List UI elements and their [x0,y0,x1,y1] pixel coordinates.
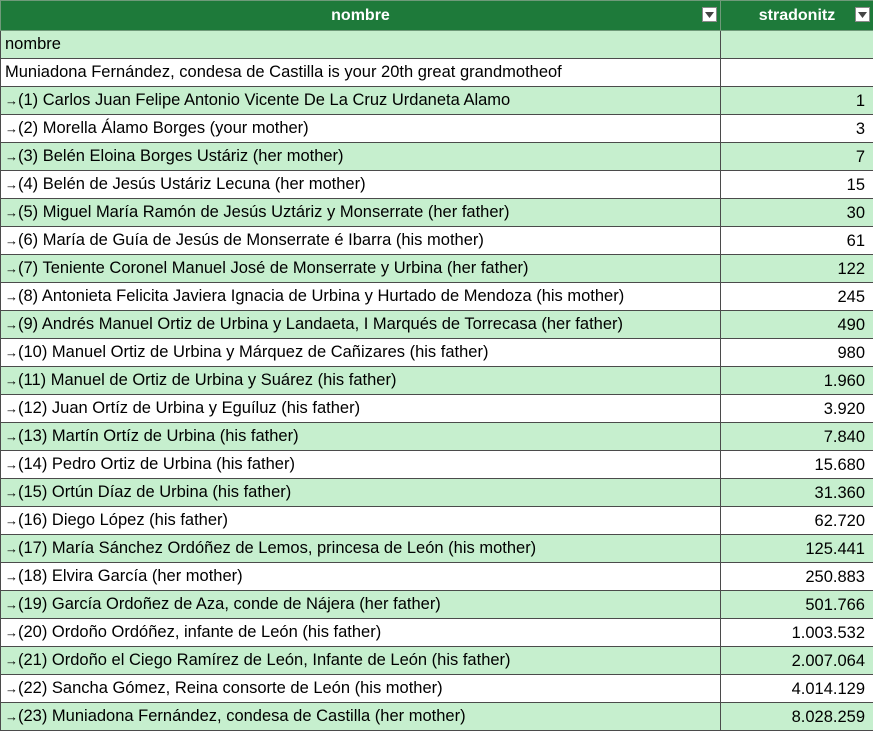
cell-stradonitz[interactable] [721,563,873,591]
cell-stradonitz-value: 245 [837,288,865,306]
table-row [1,59,873,87]
right-arrow-icon: → [5,457,18,472]
table-row [1,675,873,703]
cell-nombre-text: (4) Belén de Jesús Ustáriz Lecuna (her mother) [18,175,366,193]
table-row [1,451,873,479]
table-row [1,535,873,563]
cell-stradonitz-value: 1.003.532 [792,624,865,642]
column-header-stradonitz[interactable] [721,1,873,31]
table-row [1,339,873,367]
cell-nombre-text: (22) Sancha Gómez, Reina consorte de León (his mother) [18,679,443,697]
cell-stradonitz-value: 7.840 [824,428,865,446]
cell-stradonitz-value: 62.720 [815,512,865,530]
cell-stradonitz[interactable] [721,647,873,675]
cell-nombre[interactable] [1,451,721,479]
cell-stradonitz[interactable] [721,87,873,115]
cell-stradonitz[interactable] [721,59,873,87]
cell-nombre-text: (16) Diego López (his father) [18,511,228,529]
cell-nombre[interactable] [1,619,721,647]
table-row [1,563,873,591]
cell-nombre[interactable] [1,507,721,535]
cell-stradonitz[interactable] [721,507,873,535]
table-row [1,507,873,535]
cell-nombre-text: (10) Manuel Ortiz de Urbina y Márquez de Cañizares (his father) [18,343,488,361]
column-header-stradonitz-label: stradonitz [759,1,835,30]
cell-nombre[interactable] [1,311,721,339]
cell-nombre[interactable] [1,479,721,507]
cell-nombre-text: (20) Ordoño Ordóñez, infante de León (his father) [18,623,381,641]
cell-nombre-text: Muniadona Fernández, condesa de Castilla is your 20th great grandmotheof [5,63,562,81]
right-arrow-icon: → [5,205,18,220]
cell-stradonitz-value: 490 [837,316,865,334]
cell-stradonitz[interactable] [721,115,873,143]
table-row [1,171,873,199]
cell-stradonitz-value: 31.360 [815,484,865,502]
cell-nombre-text: (11) Manuel de Ortiz de Urbina y Suárez (his father) [18,371,396,389]
cell-nombre-text: (14) Pedro Ortiz de Urbina (his father) [18,455,295,473]
table-row [1,367,873,395]
cell-nombre[interactable] [1,423,721,451]
cell-stradonitz-value: 3.920 [824,400,865,418]
filter-dropdown-button-stradonitz[interactable] [855,7,870,22]
column-header-nombre[interactable] [1,1,721,31]
cell-stradonitz[interactable] [721,395,873,423]
cell-stradonitz[interactable] [721,255,873,283]
right-arrow-icon: → [5,513,18,528]
cell-stradonitz[interactable] [721,675,873,703]
table-row [1,31,873,59]
cell-stradonitz-value: 125.441 [805,540,865,558]
right-arrow-icon: → [5,233,18,248]
cell-nombre[interactable] [1,31,721,59]
right-arrow-icon: → [5,485,18,500]
cell-stradonitz[interactable] [721,535,873,563]
cell-stradonitz[interactable] [721,423,873,451]
cell-stradonitz-value: 1 [856,92,865,110]
cell-nombre-text: (19) García Ordoñez de Aza, conde de Nájera (her father) [18,595,441,613]
right-arrow-icon: → [5,541,18,556]
dropdown-arrow-icon [705,12,714,18]
header-row [1,1,873,31]
table-row [1,115,873,143]
cell-stradonitz[interactable] [721,591,873,619]
cell-stradonitz[interactable] [721,479,873,507]
cell-nombre-text: (12) Juan Ortíz de Urbina y Eguíluz (his father) [18,399,360,417]
cell-nombre-text: (13) Martín Ortíz de Urbina (his father) [18,427,299,445]
cell-nombre-text: (9) Andrés Manuel Ortiz de Urbina y Landaeta, I Marqués de Torrecasa (her father) [18,315,623,333]
cell-nombre[interactable] [1,227,721,255]
cell-nombre[interactable] [1,283,721,311]
cell-nombre-text: (21) Ordoño el Ciego Ramírez de León, Infante de León (his father) [18,651,511,669]
cell-nombre[interactable] [1,703,721,731]
cell-nombre[interactable] [1,87,721,115]
cell-stradonitz-value: 2.007.064 [792,652,865,670]
cell-nombre-text: (23) Muniadona Fernández, condesa de Castilla (her mother) [18,707,466,725]
right-arrow-icon: → [5,597,18,612]
right-arrow-icon: → [5,709,18,724]
cell-nombre-text: (18) Elvira García (her mother) [18,567,243,585]
cell-stradonitz[interactable] [721,619,873,647]
cell-nombre-text: (3) Belén Eloina Borges Ustáriz (her mother) [18,147,344,165]
cell-nombre[interactable] [1,115,721,143]
table-row [1,395,873,423]
cell-nombre-text: (6) María de Guía de Jesús de Monserrate é Ibarra (his mother) [18,231,484,249]
table-row [1,255,873,283]
right-arrow-icon: → [5,121,18,136]
cell-stradonitz-value: 501.766 [805,596,865,614]
cell-stradonitz-value: 8.028.259 [792,708,865,726]
cell-nombre[interactable] [1,255,721,283]
cell-nombre[interactable] [1,143,721,171]
cell-nombre-text: (15) Ortún Díaz de Urbina (his father) [18,483,291,501]
right-arrow-icon: → [5,317,18,332]
right-arrow-icon: → [5,149,18,164]
cell-nombre-text: (2) Morella Álamo Borges (your mother) [18,119,309,137]
cell-stradonitz[interactable] [721,171,873,199]
right-arrow-icon: → [5,345,18,360]
right-arrow-icon: → [5,289,18,304]
cell-nombre[interactable] [1,199,721,227]
right-arrow-icon: → [5,261,18,276]
right-arrow-icon: → [5,177,18,192]
right-arrow-icon: → [5,569,18,584]
cell-nombre-text: (7) Teniente Coronel Manuel José de Monserrate y Urbina (her father) [18,259,529,277]
right-arrow-icon: → [5,625,18,640]
table-row [1,619,873,647]
cell-stradonitz[interactable] [721,199,873,227]
cell-stradonitz-value: 30 [847,204,865,222]
cell-stradonitz[interactable] [721,367,873,395]
cell-stradonitz-value: 1.960 [824,372,865,390]
cell-nombre-text: (17) María Sánchez Ordóñez de Lemos, princesa de León (his mother) [18,539,536,557]
cell-nombre[interactable] [1,171,721,199]
cell-stradonitz[interactable] [721,703,873,731]
table-row [1,143,873,171]
right-arrow-icon: → [5,653,18,668]
cell-stradonitz[interactable] [721,339,873,367]
column-header-nombre-label: nombre [331,1,390,30]
table-row [1,479,873,507]
cell-nombre[interactable] [1,591,721,619]
dropdown-arrow-icon [858,12,867,18]
table-row [1,311,873,339]
right-arrow-icon: → [5,681,18,696]
cell-stradonitz-value: 3 [856,120,865,138]
cell-stradonitz[interactable] [721,451,873,479]
table-row [1,87,873,115]
cell-nombre[interactable] [1,367,721,395]
table-row [1,283,873,311]
cell-stradonitz-value: 7 [856,148,865,166]
cell-nombre[interactable] [1,339,721,367]
cell-stradonitz[interactable] [721,311,873,339]
cell-stradonitz-value: 15 [847,176,865,194]
cell-nombre-text: (5) Miguel María Ramón de Jesús Uztáriz y Monserrate (her father) [18,203,510,221]
cell-nombre-text: (8) Antonieta Felicita Javiera Ignacia de Urbina y Hurtado de Mendoza (his mother) [18,287,624,305]
right-arrow-icon: → [5,373,18,388]
cell-nombre-text: (1) Carlos Juan Felipe Antonio Vicente De La Cruz Urdaneta Alamo [18,91,510,109]
cell-nombre[interactable] [1,395,721,423]
table-row [1,227,873,255]
cell-stradonitz[interactable] [721,227,873,255]
cell-nombre[interactable] [1,647,721,675]
cell-stradonitz[interactable] [721,283,873,311]
cell-nombre-text: nombre [5,35,61,53]
cell-stradonitz[interactable] [721,143,873,171]
cell-stradonitz-value: 61 [847,232,865,250]
cell-stradonitz-value: 15.680 [815,456,865,474]
cell-nombre[interactable] [1,59,721,87]
right-arrow-icon: → [5,401,18,416]
cell-stradonitz-value: 4.014.129 [792,680,865,698]
table-row [1,703,873,731]
table-row [1,647,873,675]
table-row [1,423,873,451]
cell-stradonitz-value: 122 [837,260,865,278]
cell-nombre[interactable] [1,535,721,563]
filter-dropdown-button-nombre[interactable] [702,7,717,22]
right-arrow-icon: → [5,93,18,108]
cell-nombre[interactable] [1,675,721,703]
right-arrow-icon: → [5,429,18,444]
table-row [1,591,873,619]
cell-stradonitz[interactable] [721,31,873,59]
cell-nombre[interactable] [1,563,721,591]
cell-stradonitz-value: 980 [837,344,865,362]
cell-stradonitz-value: 250.883 [805,568,865,586]
table-row [1,199,873,227]
